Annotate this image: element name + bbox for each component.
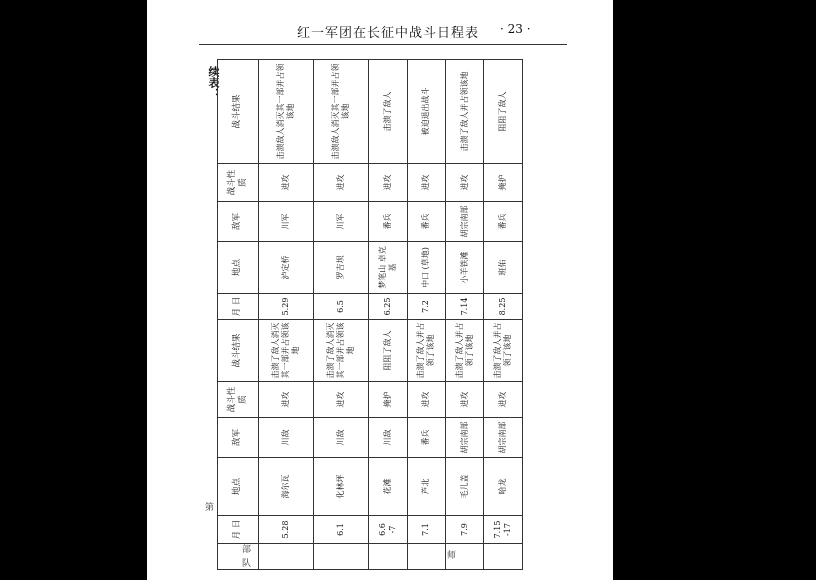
left-result: 击溃了敌人消灭其一部并占领该地 — [313, 320, 368, 382]
left-place: 化林坪 — [313, 458, 368, 516]
right-place: 班佑 — [484, 242, 523, 294]
document-page — [147, 0, 613, 580]
right-place: 泸定桥 — [258, 242, 313, 294]
header-unit — [218, 544, 259, 570]
left-result: 击溃了敌人消灭其一部并占领该地 — [258, 320, 313, 382]
left-result: 击溃了敌人并占领了该地 — [484, 320, 523, 382]
header-left-result: 战斗结果 — [218, 320, 259, 382]
left-nature: 掩护 — [369, 382, 407, 418]
right-result: 击溃了敌人 — [369, 60, 407, 164]
left-place: 哈龙 — [484, 458, 523, 516]
unit-cell — [313, 544, 368, 570]
left-date: 7.1 — [407, 516, 445, 544]
left-nature: 进攻 — [445, 382, 483, 418]
right-enemy: 胡宗南部 — [445, 202, 483, 242]
header-left-nature: 战斗性质 — [218, 382, 259, 418]
side-label-1: 第 — [205, 503, 215, 513]
right-enemy: 川军 — [313, 202, 368, 242]
right-enemy: 番兵 — [407, 202, 445, 242]
header-left-enemy: 敌军 — [218, 418, 259, 458]
unit-cell — [369, 544, 407, 570]
left-enemy: 川敌 — [258, 418, 313, 458]
right-date: 6.25 — [369, 294, 407, 320]
right-result: 击溃敌人消灭其一部并占领该地 — [258, 60, 313, 164]
right-place: 罗吉坝 — [313, 242, 368, 294]
header-right-nature: 战斗性质 — [218, 164, 259, 202]
left-date: 5.28 — [258, 516, 313, 544]
right-place: 中口 (草地) — [407, 242, 445, 294]
unit-cell — [445, 544, 483, 570]
left-enemy: 胡宗南部 — [445, 418, 483, 458]
header-right-place: 地点 — [218, 242, 259, 294]
table-row — [313, 60, 368, 570]
left-date: 6.1 — [313, 516, 368, 544]
left-place: 花滩 — [369, 458, 407, 516]
left-date: 6.6 -7 — [369, 516, 407, 544]
left-enemy: 番兵 — [407, 418, 445, 458]
right-date: 5.29 — [258, 294, 313, 320]
unit-cell — [258, 544, 313, 570]
table-row — [407, 60, 445, 570]
left-result: 击溃了敌人并占领了该地 — [407, 320, 445, 382]
right-nature: 进攻 — [258, 164, 313, 202]
right-result: 击溃敌人消灭其一部并占领该地 — [313, 60, 368, 164]
left-enemy: 川敌 — [369, 418, 407, 458]
left-enemy: 川敌 — [313, 418, 368, 458]
left-result: 阻阻了敌人 — [369, 320, 407, 382]
left-nature: 进攻 — [484, 382, 523, 418]
side-label-unit-top: 部 — [242, 545, 252, 555]
left-nature: 进攻 — [313, 382, 368, 418]
battle-schedule-table — [217, 59, 523, 570]
left-nature: 进攻 — [258, 382, 313, 418]
left-nature: 进攻 — [407, 382, 445, 418]
right-nature: 进攻 — [369, 164, 407, 202]
right-place: 小羊铁滩 — [445, 242, 483, 294]
right-result: 击溃了敌人并占领该地 — [445, 60, 483, 164]
right-nature: 进攻 — [313, 164, 368, 202]
left-place: 芦北 — [407, 458, 445, 516]
table-row — [258, 60, 313, 570]
right-result: 阻阻了敌人 — [484, 60, 523, 164]
page-number: · 23 · — [500, 22, 531, 36]
side-label-2: 师 — [447, 551, 457, 561]
right-enemy: 川军 — [258, 202, 313, 242]
right-enemy: 番兵 — [484, 202, 523, 242]
page-title: 红一军团在长征中战斗日程表 — [297, 26, 480, 41]
right-date: 7.2 — [407, 294, 445, 320]
table-row — [484, 60, 523, 570]
header-right-date: 月 日 — [218, 294, 259, 320]
left-date: 7.15 -17 — [484, 516, 523, 544]
page-header — [147, 6, 613, 41]
table-row — [369, 60, 407, 570]
unit-cell — [484, 544, 523, 570]
left-place: 毛儿盖 — [445, 458, 483, 516]
right-nature: 进攻 — [445, 164, 483, 202]
right-date: 7.14 — [445, 294, 483, 320]
right-date: 6.5 — [313, 294, 368, 320]
header-right-result: 战斗结果 — [218, 60, 259, 164]
header-right-enemy: 敌军 — [218, 202, 259, 242]
rotated-table-wrapper — [217, 60, 523, 570]
side-label-unit-bottom: 队 — [242, 559, 252, 569]
table-header-row — [218, 60, 259, 570]
header-left-date: 月 日 — [218, 516, 259, 544]
right-enemy: 番兵 — [369, 202, 407, 242]
left-date: 7.9 — [445, 516, 483, 544]
table-row — [445, 60, 483, 570]
right-nature: 掩护 — [484, 164, 523, 202]
left-enemy: 胡宗南部 — [484, 418, 523, 458]
left-result: 击溃了敌人并占领了该地 — [445, 320, 483, 382]
header-left-place: 地点 — [218, 458, 259, 516]
continued-label: 续表： — [207, 66, 220, 99]
right-place: 梦笔山 卓克基 — [369, 242, 407, 294]
left-place: 海尔瓦 — [258, 458, 313, 516]
header-rule — [199, 44, 567, 45]
rotated-table-area — [217, 60, 523, 570]
unit-cell — [407, 544, 445, 570]
right-nature: 进攻 — [407, 164, 445, 202]
right-result: 被迫退出战斗 — [407, 60, 445, 164]
right-date: 8.25 — [484, 294, 523, 320]
